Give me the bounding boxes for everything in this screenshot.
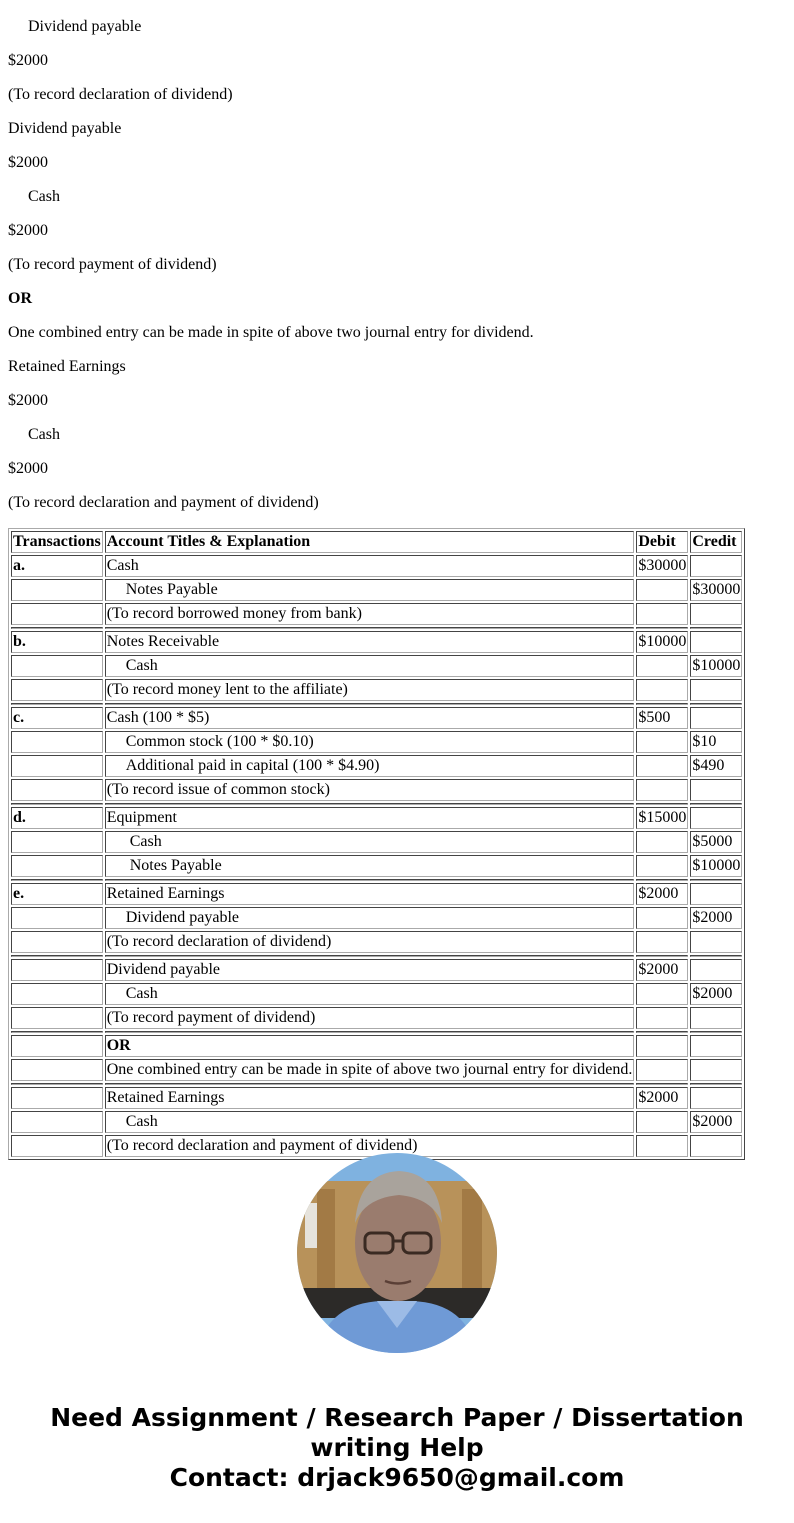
table-row	[11, 707, 742, 729]
group-divider-row	[11, 1083, 742, 1085]
divider-cell	[636, 627, 688, 629]
preamble-line: $2000	[8, 460, 48, 477]
credit-amount	[690, 1007, 742, 1029]
table-row	[11, 755, 742, 777]
account-title: (To record borrowed money from bank)	[105, 603, 635, 625]
account-title: Cash	[105, 1111, 635, 1133]
debit-amount: $30000	[636, 555, 688, 577]
table-row	[11, 731, 742, 753]
table-row	[11, 807, 742, 829]
header-debit: Debit	[636, 531, 688, 553]
account-title: Notes Payable	[105, 855, 635, 877]
group-divider-row	[11, 955, 742, 957]
table-row	[11, 831, 742, 853]
debit-amount: $2000	[636, 1087, 688, 1109]
credit-amount: $2000	[690, 1111, 742, 1133]
debit-amount	[636, 731, 688, 753]
table-row	[11, 1035, 742, 1057]
divider-cell	[636, 1083, 688, 1085]
transaction-label	[11, 731, 103, 753]
divider-cell	[636, 803, 688, 805]
credit-amount: $490	[690, 755, 742, 777]
document-body	[8, 0, 786, 1160]
journal-entries-table	[8, 528, 745, 1160]
transaction-label	[11, 907, 103, 929]
account-title: Equipment	[105, 807, 635, 829]
credit-amount	[690, 1059, 742, 1081]
account-title: Cash	[105, 655, 635, 677]
credit-amount	[690, 959, 742, 981]
preamble-line: OR	[8, 290, 32, 307]
debit-amount: $2000	[636, 883, 688, 905]
preamble-line: Cash	[28, 426, 60, 443]
divider-cell	[690, 703, 742, 705]
preamble-line: $2000	[8, 154, 48, 171]
transaction-label	[11, 983, 103, 1005]
debit-amount	[636, 983, 688, 1005]
transaction-label	[11, 1035, 103, 1057]
debit-amount	[636, 855, 688, 877]
preamble-line: One combined entry can be made in spite of above two journal entry for dividend.	[8, 324, 534, 341]
credit-amount	[690, 707, 742, 729]
account-title: Cash	[105, 555, 635, 577]
author-avatar	[297, 1153, 497, 1353]
debit-amount	[636, 1035, 688, 1057]
credit-amount	[690, 1087, 742, 1109]
credit-amount: $10000	[690, 655, 742, 677]
promo-line-1: Need Assignment / Research Paper / Dissertation	[50, 1403, 744, 1432]
transaction-label	[11, 855, 103, 877]
credit-amount: $5000	[690, 831, 742, 853]
table-row	[11, 679, 742, 701]
debit-amount: $15000	[636, 807, 688, 829]
divider-cell	[636, 879, 688, 881]
divider-cell	[636, 703, 688, 705]
debit-amount	[636, 907, 688, 929]
table-row	[11, 579, 742, 601]
transaction-label	[11, 779, 103, 801]
author-portrait-icon	[297, 1153, 497, 1353]
credit-amount	[690, 883, 742, 905]
transaction-label: d.	[11, 807, 103, 829]
table-row	[11, 931, 742, 953]
table-row	[11, 1111, 742, 1133]
debit-amount	[636, 1111, 688, 1133]
credit-amount	[690, 555, 742, 577]
debit-amount	[636, 755, 688, 777]
table-row	[11, 855, 742, 877]
debit-amount: $2000	[636, 959, 688, 981]
debit-amount	[636, 1007, 688, 1029]
divider-cell	[105, 803, 635, 805]
account-title: Dividend payable	[105, 959, 635, 981]
debit-amount	[636, 779, 688, 801]
account-title: Cash	[105, 983, 635, 1005]
account-title: Notes Payable	[105, 579, 635, 601]
credit-amount	[690, 603, 742, 625]
debit-amount	[636, 603, 688, 625]
debit-amount	[636, 1135, 688, 1157]
preamble-line: Cash	[28, 188, 60, 205]
preamble-line: Dividend payable	[8, 120, 122, 137]
group-divider-row	[11, 703, 742, 705]
account-title: Retained Earnings	[105, 883, 635, 905]
preamble-line: Retained Earnings	[8, 358, 126, 375]
preamble-text	[8, 0, 786, 512]
divider-cell	[105, 1031, 635, 1033]
debit-amount	[636, 579, 688, 601]
divider-cell	[105, 879, 635, 881]
credit-amount: $2000	[690, 983, 742, 1005]
debit-amount	[636, 655, 688, 677]
transaction-label	[11, 1059, 103, 1081]
credit-amount	[690, 807, 742, 829]
transaction-label	[11, 1087, 103, 1109]
divider-cell	[690, 1083, 742, 1085]
credit-amount	[690, 1035, 742, 1057]
account-title: Dividend payable	[105, 907, 635, 929]
account-title: Notes Receivable	[105, 631, 635, 653]
table-row	[11, 779, 742, 801]
account-title: OR	[105, 1035, 635, 1057]
group-divider-row	[11, 627, 742, 629]
promo-line-2: writing Help	[310, 1433, 484, 1462]
credit-amount: $10000	[690, 855, 742, 877]
table-row	[11, 555, 742, 577]
divider-cell	[11, 1031, 103, 1033]
divider-cell	[11, 1083, 103, 1085]
transaction-label	[11, 579, 103, 601]
account-title: One combined entry can be made in spite of above two journal entry for dividend.	[105, 1059, 635, 1081]
preamble-line: (To record declaration and payment of dividend)	[8, 494, 319, 511]
divider-cell	[690, 879, 742, 881]
header-credit: Credit	[690, 531, 742, 553]
account-title: (To record declaration and payment of dividend)	[105, 1135, 635, 1157]
divider-cell	[105, 703, 635, 705]
credit-amount	[690, 1135, 742, 1157]
table-row	[11, 1087, 742, 1109]
transaction-label	[11, 1111, 103, 1133]
transaction-label	[11, 679, 103, 701]
transaction-label: e.	[11, 883, 103, 905]
account-title: (To record issue of common stock)	[105, 779, 635, 801]
preamble-line: $2000	[8, 392, 48, 409]
transaction-label	[11, 603, 103, 625]
divider-cell	[11, 703, 103, 705]
account-title: Common stock (100 * $0.10)	[105, 731, 635, 753]
divider-cell	[11, 803, 103, 805]
table-row	[11, 883, 742, 905]
transaction-label	[11, 931, 103, 953]
table-row	[11, 907, 742, 929]
account-title: (To record payment of dividend)	[105, 1007, 635, 1029]
debit-amount	[636, 1059, 688, 1081]
promo-contact-email[interactable]: Contact: drjack9650@gmail.com	[169, 1463, 625, 1492]
divider-cell	[11, 955, 103, 957]
credit-amount	[690, 931, 742, 953]
debit-amount	[636, 679, 688, 701]
transaction-label: c.	[11, 707, 103, 729]
credit-amount	[690, 779, 742, 801]
account-title: Retained Earnings	[105, 1087, 635, 1109]
table-row	[11, 655, 742, 677]
account-title: Additional paid in capital (100 * $4.90)	[105, 755, 635, 777]
account-title: (To record declaration of dividend)	[105, 931, 635, 953]
divider-cell	[690, 627, 742, 629]
account-title: Cash	[105, 831, 635, 853]
table-row	[11, 983, 742, 1005]
debit-amount	[636, 831, 688, 853]
divider-cell	[636, 1031, 688, 1033]
table-row	[11, 1059, 742, 1081]
preamble-line: $2000	[8, 222, 48, 239]
transaction-label: a.	[11, 555, 103, 577]
transaction-label	[11, 831, 103, 853]
preamble-line: (To record payment of dividend)	[8, 256, 217, 273]
table-row	[11, 1007, 742, 1029]
transaction-label	[11, 1135, 103, 1157]
transaction-label	[11, 755, 103, 777]
credit-amount: $2000	[690, 907, 742, 929]
divider-cell	[690, 803, 742, 805]
transaction-label	[11, 655, 103, 677]
table-row	[11, 1135, 742, 1157]
debit-amount: $10000	[636, 631, 688, 653]
divider-cell	[11, 879, 103, 881]
divider-cell	[690, 955, 742, 957]
transaction-label: b.	[11, 631, 103, 653]
group-divider-row	[11, 803, 742, 805]
header-transactions: Transactions	[11, 531, 103, 553]
credit-amount	[690, 679, 742, 701]
table-header-row	[11, 531, 742, 553]
preamble-line	[8, 0, 786, 2]
divider-cell	[690, 1031, 742, 1033]
group-divider-row	[11, 879, 742, 881]
preamble-line: Dividend payable	[28, 18, 142, 35]
header-account-titles: Account Titles & Explanation	[105, 531, 635, 553]
debit-amount	[636, 931, 688, 953]
table-row	[11, 959, 742, 981]
table-row	[11, 603, 742, 625]
divider-cell	[105, 955, 635, 957]
divider-cell	[105, 627, 635, 629]
credit-amount: $30000	[690, 579, 742, 601]
group-divider-row	[11, 1031, 742, 1033]
debit-amount: $500	[636, 707, 688, 729]
divider-cell	[636, 955, 688, 957]
account-title: Cash (100 * $5)	[105, 707, 635, 729]
promo-banner	[0, 1403, 794, 1493]
divider-cell	[105, 1083, 635, 1085]
preamble-line: (To record declaration of dividend)	[8, 86, 233, 103]
account-title: (To record money lent to the affiliate)	[105, 679, 635, 701]
preamble-line: $2000	[8, 52, 48, 69]
credit-amount: $10	[690, 731, 742, 753]
divider-cell	[11, 627, 103, 629]
credit-amount	[690, 631, 742, 653]
transaction-label	[11, 959, 103, 981]
transaction-label	[11, 1007, 103, 1029]
table-row	[11, 631, 742, 653]
